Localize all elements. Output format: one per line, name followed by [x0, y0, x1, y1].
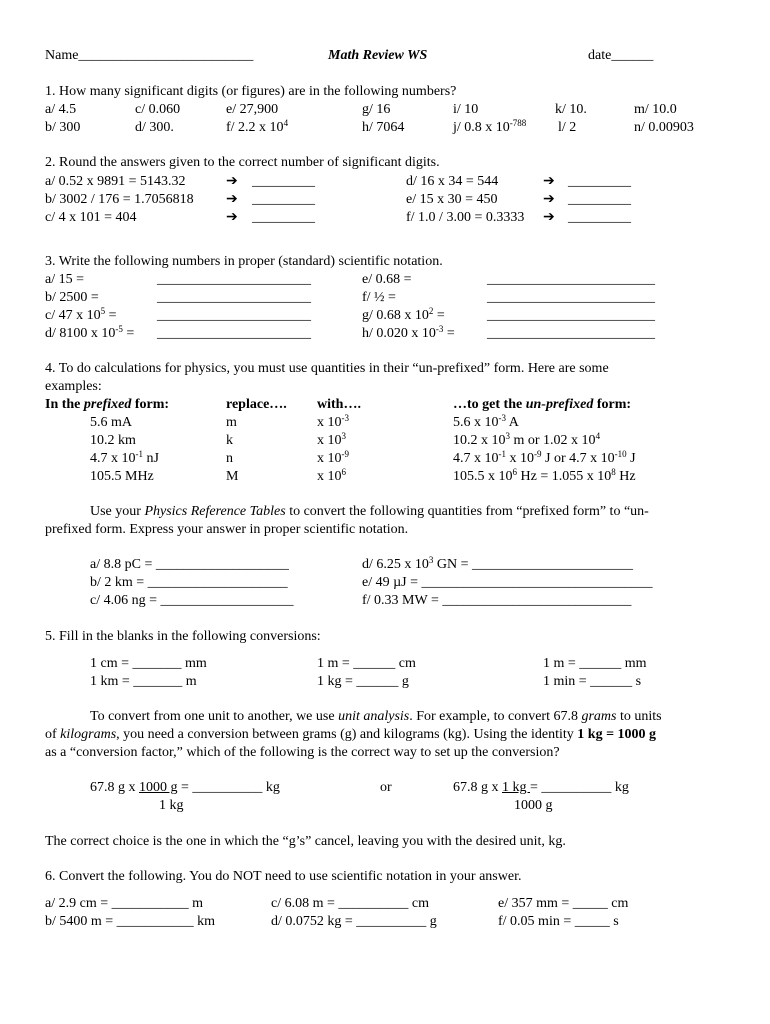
q4-item[interactable]: f/ 0.33 MW = ___________________________	[362, 593, 632, 608]
q3-item: b/ 2500 =	[45, 290, 99, 305]
q6-item[interactable]: b/ 5400 m = ___________ km	[45, 914, 216, 929]
q4-replace-value: M	[226, 469, 239, 484]
name-field: Name_________________________	[45, 48, 254, 63]
q4-prefixed-value: 10.2 km	[90, 433, 136, 448]
q4-item[interactable]: a/ 8.8 pC = ___________________	[90, 557, 289, 572]
q4-prefixed-value: 4.7 x $10^{-1}$ nJ	[90, 449, 159, 466]
q1-item: l/ 2	[558, 120, 577, 135]
q1-item: m/ 10.0	[634, 102, 677, 117]
q2-item: d/ 16 x 34 = 544	[406, 174, 499, 189]
q5-item[interactable]: 1 cm = _______ mm	[90, 656, 207, 671]
arrow-right-icon: ➔	[226, 174, 238, 189]
q5-item[interactable]: 1 kg = ______ g	[317, 674, 409, 689]
q6-item[interactable]: f/ 0.05 min = _____ s	[498, 914, 619, 929]
q3-prompt: 3. Write the following numbers in proper (standard) scientific notation.	[45, 254, 443, 269]
q5-conclusion: The correct choice is the one in which the “g’s” cancel, leaving you with the desired unit, kg.	[45, 834, 566, 849]
q2-answer-blank[interactable]: _________	[568, 192, 631, 207]
q3-item: f/ ½ =	[362, 290, 396, 305]
q4-result-value: 5.6 x $10^{-3}$ A	[453, 413, 519, 430]
q5-item[interactable]: 1 m = ______ cm	[317, 656, 416, 671]
q1-item: f/ 2.2 x $10^4$	[226, 118, 289, 135]
q2-answer-blank[interactable]: _________	[252, 174, 315, 189]
arrow-right-icon: ➔	[543, 192, 555, 207]
q4-header-prefixed: In the prefixed form:	[45, 397, 170, 412]
q2-answer-blank[interactable]: _________	[568, 210, 631, 225]
q4-header-with: with….	[317, 397, 361, 412]
q4-item[interactable]: d/ 6.25 x $10^3$ GN = _______________________	[362, 555, 634, 572]
q1-item: a/ 4.5	[45, 102, 77, 117]
q2-item: f/ 1.0 / 3.00 = 0.3333	[406, 210, 525, 225]
q1-item: e/ 27,900	[226, 102, 279, 117]
q4-replace-value: n	[226, 451, 233, 466]
q3-answer-blank[interactable]: ______________________	[157, 326, 311, 341]
q4-result-value: 10.2 x $10^3$ m or 1.02 x $10^4$	[453, 431, 601, 448]
q2-item: c/ 4 x 101 = 404	[45, 210, 137, 225]
arrow-right-icon: ➔	[226, 192, 238, 207]
q1-item: d/ 300.	[135, 120, 174, 135]
q6-item[interactable]: d/ 0.0752 kg = __________ g	[271, 914, 437, 929]
q3-answer-blank[interactable]: ________________________	[487, 272, 655, 287]
q4-result-value: 4.7 x $10^{-1}$ x $10^{-9}$ J or 4.7 x $10^{-10}$ J	[453, 449, 636, 466]
date-field: date______	[588, 48, 654, 63]
q1-item: j/ 0.8 x $10^{-788}$	[453, 118, 527, 135]
q4-header-unprefixed: …to get the un-prefixed form:	[453, 397, 632, 412]
q5-paragraph: of kilograms, you need a conversion between grams (g) and kilograms (kg). Using the identity 1 kg = 1000 g	[45, 727, 657, 742]
q1-item: i/ 10	[453, 102, 479, 117]
conversion-option-1-denominator: 1 kg	[159, 798, 184, 813]
conversion-option-2-denominator: 1000 g	[514, 798, 553, 813]
q4-with-value: x $10^6$	[317, 467, 346, 484]
q4-item[interactable]: b/ 2 km = ____________________	[90, 575, 288, 590]
q4-with-value: x $10^{-9}$	[317, 449, 349, 466]
q3-item: d/ 8100 x $10^{-5}$ =	[45, 324, 135, 341]
or-label: or	[380, 780, 392, 795]
q4-with-value: x $10^3$	[317, 431, 346, 448]
q1-item: n/ 0.00903	[634, 120, 694, 135]
q4-with-value: x $10^{-3}$	[317, 413, 349, 430]
q5-item[interactable]: 1 km = _______ m	[90, 674, 197, 689]
q4-replace-value: k	[226, 433, 233, 448]
q4-result-value: 105.5 x $10^6$ Hz = 1.055 x $10^8$ Hz	[453, 467, 636, 484]
q6-prompt: 6. Convert the following. You do NOT need to use scientific notation in your answer.	[45, 869, 522, 884]
q1-item: h/ 7064	[362, 120, 405, 135]
conversion-option-1: 67.8 g x 1000 g = __________ kg	[90, 780, 280, 795]
arrow-right-icon: ➔	[543, 174, 555, 189]
q5-paragraph: To convert from one unit to another, we use unit analysis. For example, to convert 67.8 grams to units	[90, 709, 662, 724]
q4-instructions-cont: prefixed form. Express your answer in proper scientific notation.	[45, 522, 409, 537]
q1-item: k/ 10.	[555, 102, 587, 117]
q5-item[interactable]: 1 m = ______ mm	[543, 656, 647, 671]
q3-answer-blank[interactable]: ________________________	[487, 308, 655, 323]
q3-answer-blank[interactable]: ______________________	[157, 272, 311, 287]
q5-paragraph: as a “conversion factor,” which of the following is the correct way to set up the conversion?	[45, 745, 560, 760]
q2-answer-blank[interactable]: _________	[252, 210, 315, 225]
q6-item[interactable]: c/ 6.08 m = __________ cm	[271, 896, 429, 911]
q6-item[interactable]: e/ 357 mm = _____ cm	[498, 896, 629, 911]
conversion-option-2: 67.8 g x 1 kg = __________ kg	[453, 780, 629, 795]
q3-item: h/ 0.020 x $10^{-3}$ =	[362, 324, 455, 341]
q3-answer-blank[interactable]: ________________________	[487, 326, 655, 341]
q1-item: b/ 300	[45, 120, 81, 135]
page-title: Math Review WS	[328, 48, 428, 63]
q4-prefixed-value: 105.5 MHz	[90, 469, 154, 484]
q4-item[interactable]: c/ 4.06 ng = ___________________	[90, 593, 294, 608]
q4-replace-value: m	[226, 415, 237, 430]
q1-item: c/ 0.060	[135, 102, 181, 117]
q3-answer-blank[interactable]: ______________________	[157, 308, 311, 323]
q2-answer-blank[interactable]: _________	[568, 174, 631, 189]
arrow-right-icon: ➔	[226, 210, 238, 225]
q4-item[interactable]: e/ 49 µJ = _________________________________	[362, 575, 653, 590]
q2-item: b/ 3002 / 176 = 1.7056818	[45, 192, 194, 207]
q3-answer-blank[interactable]: ______________________	[157, 290, 311, 305]
q4-prompt-cont: examples:	[45, 379, 102, 394]
q4-instructions: Use your Physics Reference Tables to convert the following quantities from “prefixed form” to “un-	[90, 504, 649, 519]
q6-item[interactable]: a/ 2.9 cm = ___________ m	[45, 896, 203, 911]
q3-item: a/ 15 =	[45, 272, 84, 287]
q2-answer-blank[interactable]: _________	[252, 192, 315, 207]
q3-item: g/ 0.68 x $10^2$ =	[362, 306, 445, 323]
q1-item: g/ 16	[362, 102, 391, 117]
arrow-right-icon: ➔	[543, 210, 555, 225]
q1-prompt: 1. How many significant digits (or figures) are in the following numbers?	[45, 84, 457, 99]
q3-item: c/ 47 x $10^5$ =	[45, 306, 117, 323]
q5-prompt: 5. Fill in the blanks in the following conversions:	[45, 629, 321, 644]
q4-header-replace: replace….	[226, 397, 287, 412]
q3-answer-blank[interactable]: ________________________	[487, 290, 655, 305]
q2-prompt: 2. Round the answers given to the correct number of significant digits.	[45, 155, 440, 170]
q2-item: e/ 15 x 30 = 450	[406, 192, 498, 207]
q5-item[interactable]: 1 min = ______ s	[543, 674, 642, 689]
q4-prompt: 4. To do calculations for physics, you must use quantities in their “un-prefixed” form. Here are some	[45, 361, 609, 376]
q4-prefixed-value: 5.6 mA	[90, 415, 132, 430]
q3-item: e/ 0.68 =	[362, 272, 412, 287]
q2-item: a/ 0.52 x 9891 = 5143.32	[45, 174, 186, 189]
